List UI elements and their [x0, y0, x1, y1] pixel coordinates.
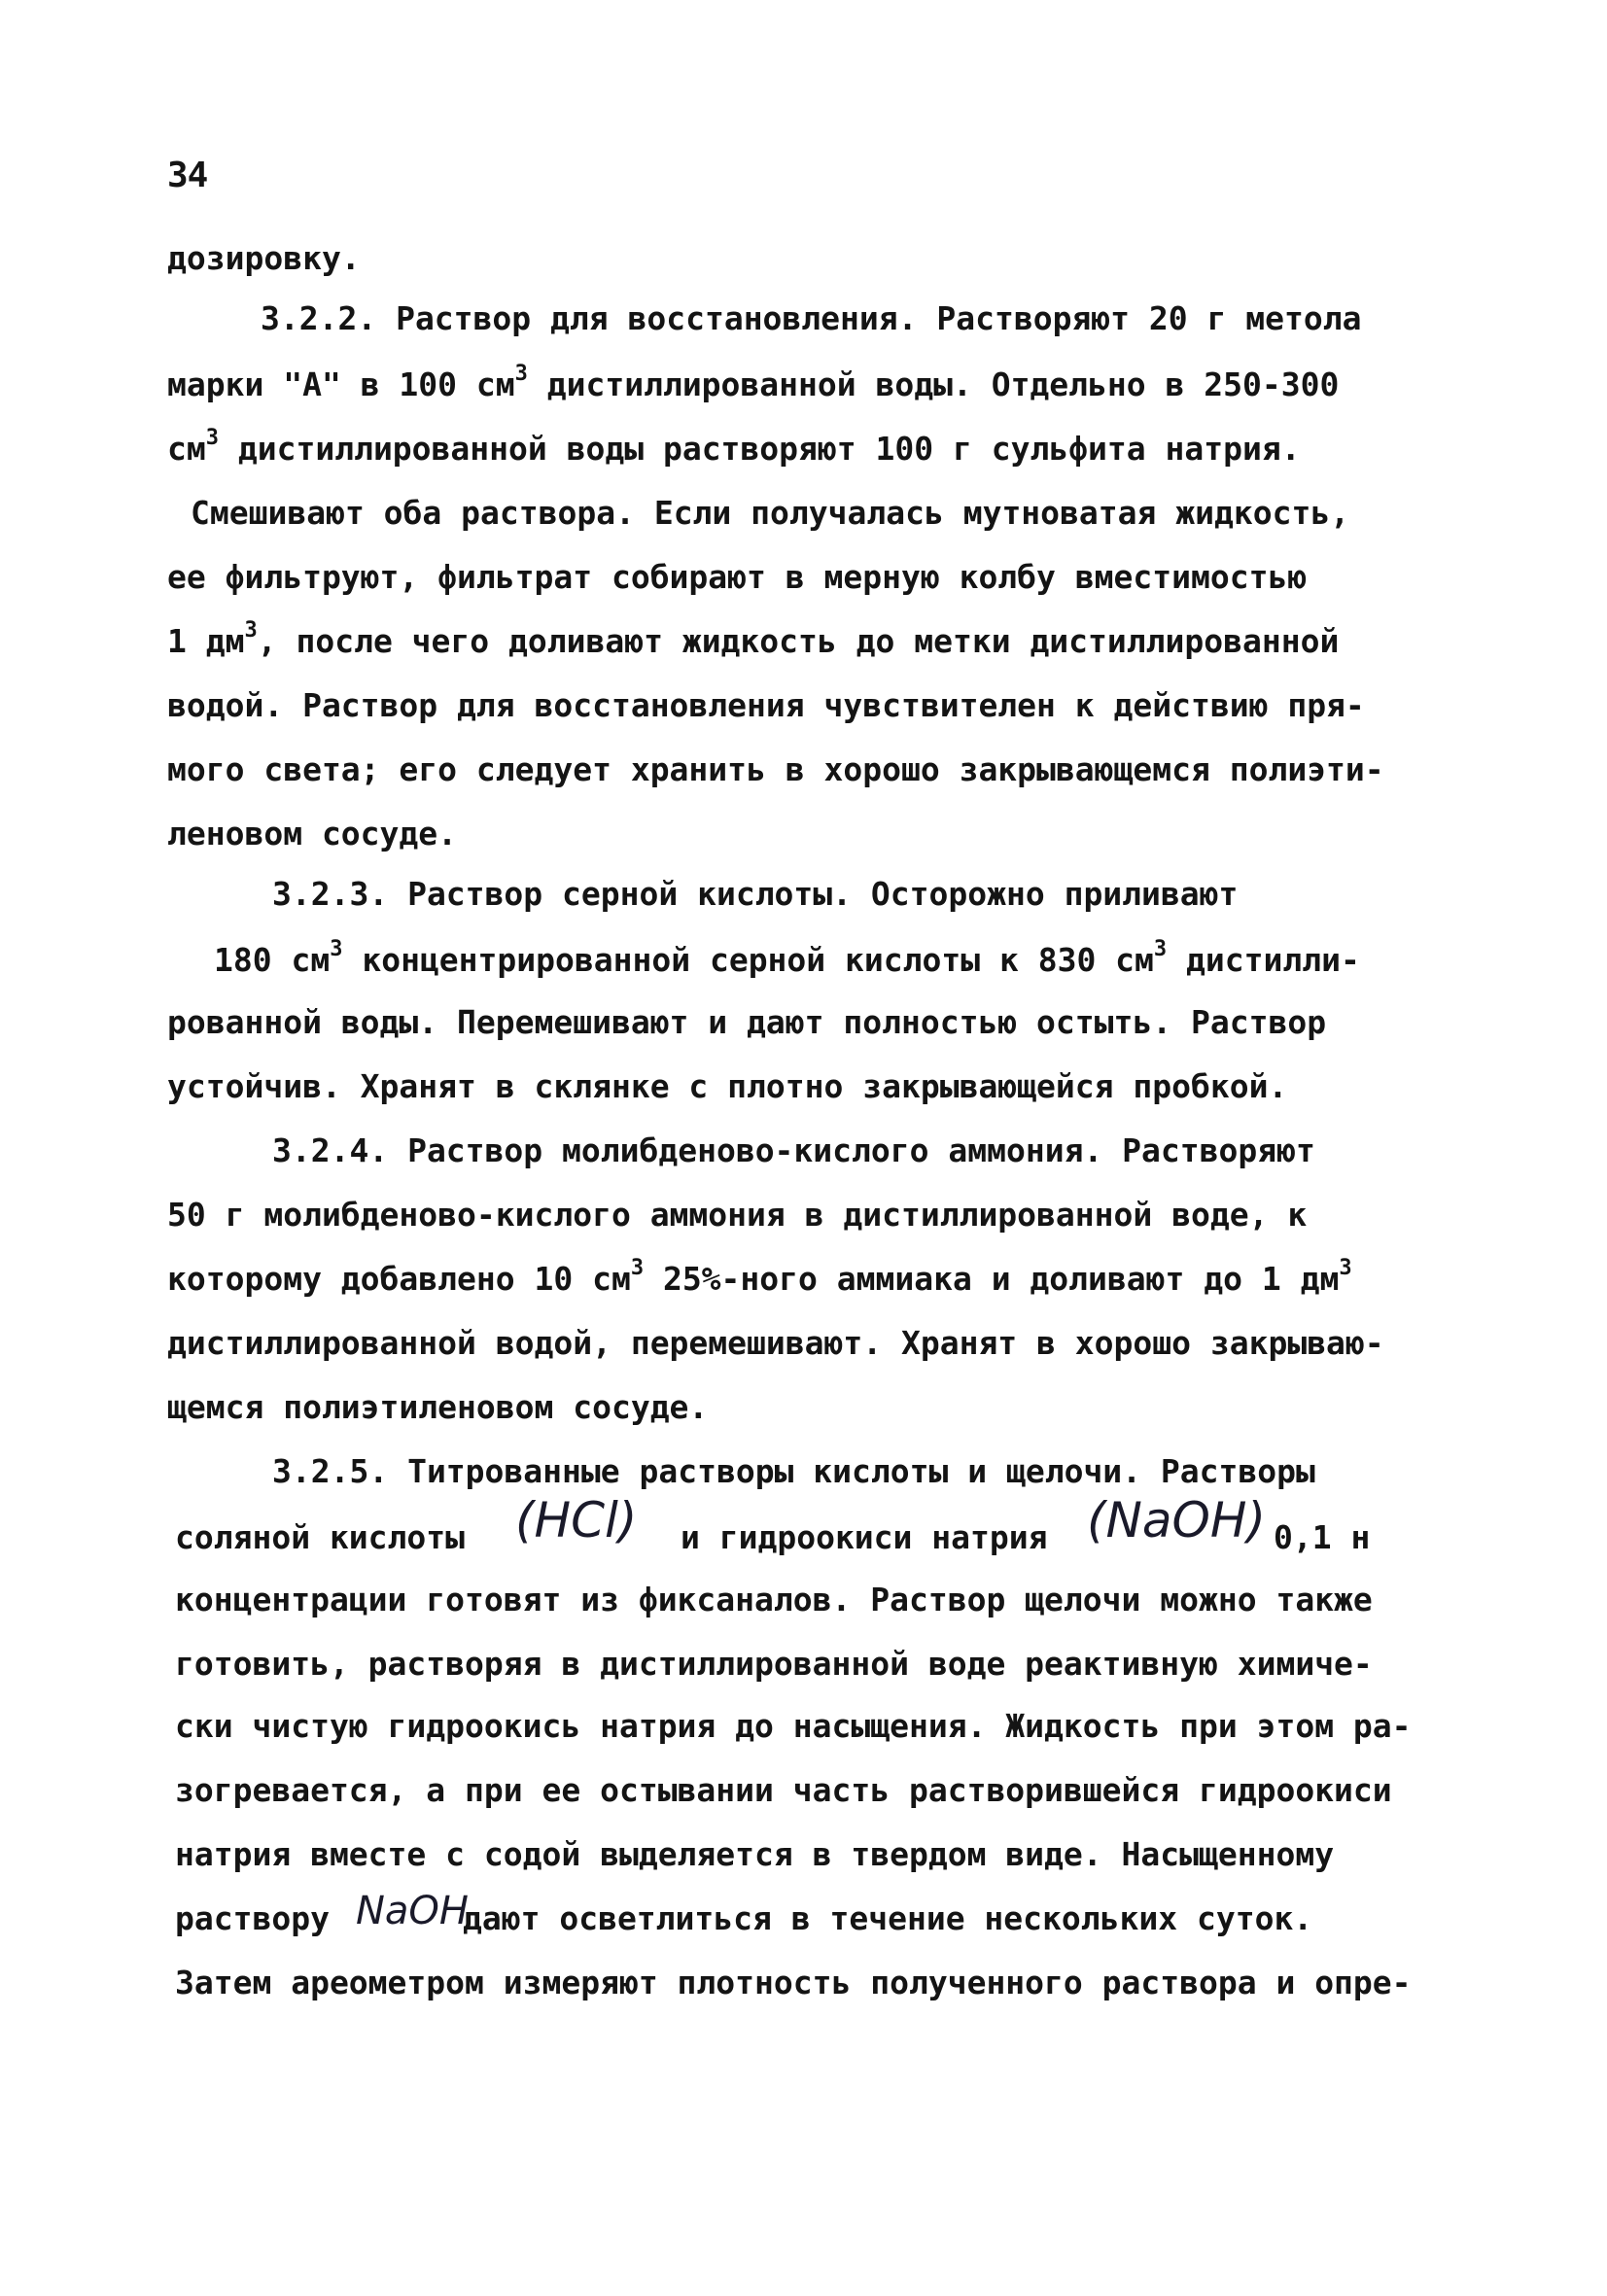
text-line: зогревается, а при ее остывании часть растворившейся гидроокиси [175, 1771, 1392, 1809]
text-line: Затем ареометром измеряют плотность полученного раствора и опре- [175, 1964, 1412, 2001]
text-line: Смешивают оба раствора. Если получалась мутноватая жидкость, [191, 494, 1350, 532]
page-number: 34 [167, 156, 208, 195]
text-line: готовить, растворяя в дистиллированной воде реактивную химиче- [175, 1645, 1373, 1683]
text-line: дают осветлиться в течение нескольких суток. [463, 1899, 1313, 1937]
text-line: 3.2.3. Раствор серной кислоты. Осторожно приливают [272, 875, 1239, 913]
text-line: водой. Раствор для восстановления чувствителен к действию пря- [167, 686, 1365, 724]
text-line: щемся полиэтиленовом сосуде. [167, 1388, 709, 1426]
text-line: 3.2.5. Титрованные растворы кислоты и щелочи. Растворы [272, 1452, 1315, 1490]
text-line: 3.2.4. Раствор молибденово-кислого аммония. Растворяют [272, 1131, 1315, 1169]
text-line: устойчив. Хранят в склянке с плотно закрывающейся пробкой. [167, 1067, 1288, 1105]
text-line: 3.2.2. Раствор для восстановления. Растворяют 20 г метола [261, 299, 1362, 337]
text-line: 50 г молибденово-кислого аммония в дистиллированной воде, к [167, 1196, 1308, 1234]
text-line: 180 $см^3$ концентрированной серной кислоты к 830 $см^3$ дистилли- [214, 937, 1360, 979]
text-line: $см^3$ дистиллированной воды растворяют 100 г сульфита натрия. [167, 426, 1301, 468]
handwritten-formula: (HCl) [515, 1492, 638, 1548]
text-line: 1 $дм^3$, после чего доливают жидкость до метки дистиллированной [167, 618, 1340, 660]
handwritten-formula: NaOH [356, 1889, 469, 1933]
text-line: натрия вместе с содой выделяется в твердом виде. Насыщенному [175, 1835, 1335, 1873]
text-line: соляной кислоты [175, 1518, 466, 1556]
text-line: и гидроокиси натрия [681, 1518, 1048, 1556]
text-line: раствору [175, 1899, 330, 1937]
text-line: рованной воды. Перемешивают и дают полностью остыть. Раствор [167, 1003, 1327, 1041]
text-line: дозировку. [167, 239, 361, 277]
text-line: ски чистую гидроокись натрия до насыщения. Жидкость при этом ра- [175, 1707, 1412, 1745]
handwritten-formula: (NaOH) [1087, 1492, 1267, 1548]
text-line: мого света; его следует хранить в хорошо закрывающемся полиэти- [167, 750, 1384, 788]
text-line: концентрации готовят из фиксаналов. Раствор щелочи можно также [175, 1581, 1373, 1618]
text-line: леновом сосуде. [167, 815, 458, 852]
text-line: дистиллированной водой, перемешивают. Хранят в хорошо закрываю- [167, 1324, 1384, 1362]
text-line: ее фильтруют, фильтрат собирают в мерную колбу вместимостью [167, 558, 1308, 596]
text-line: которому добавлено 10 $см^3$ 25%-ного аммиака и доливают до 1 $дм^3$ [167, 1256, 1352, 1298]
text-line: 0,1 н [1274, 1518, 1371, 1556]
text-line: марки "А" в 100 $см^3$ дистиллированной воды. Отдельно в 250-300 [167, 362, 1340, 403]
